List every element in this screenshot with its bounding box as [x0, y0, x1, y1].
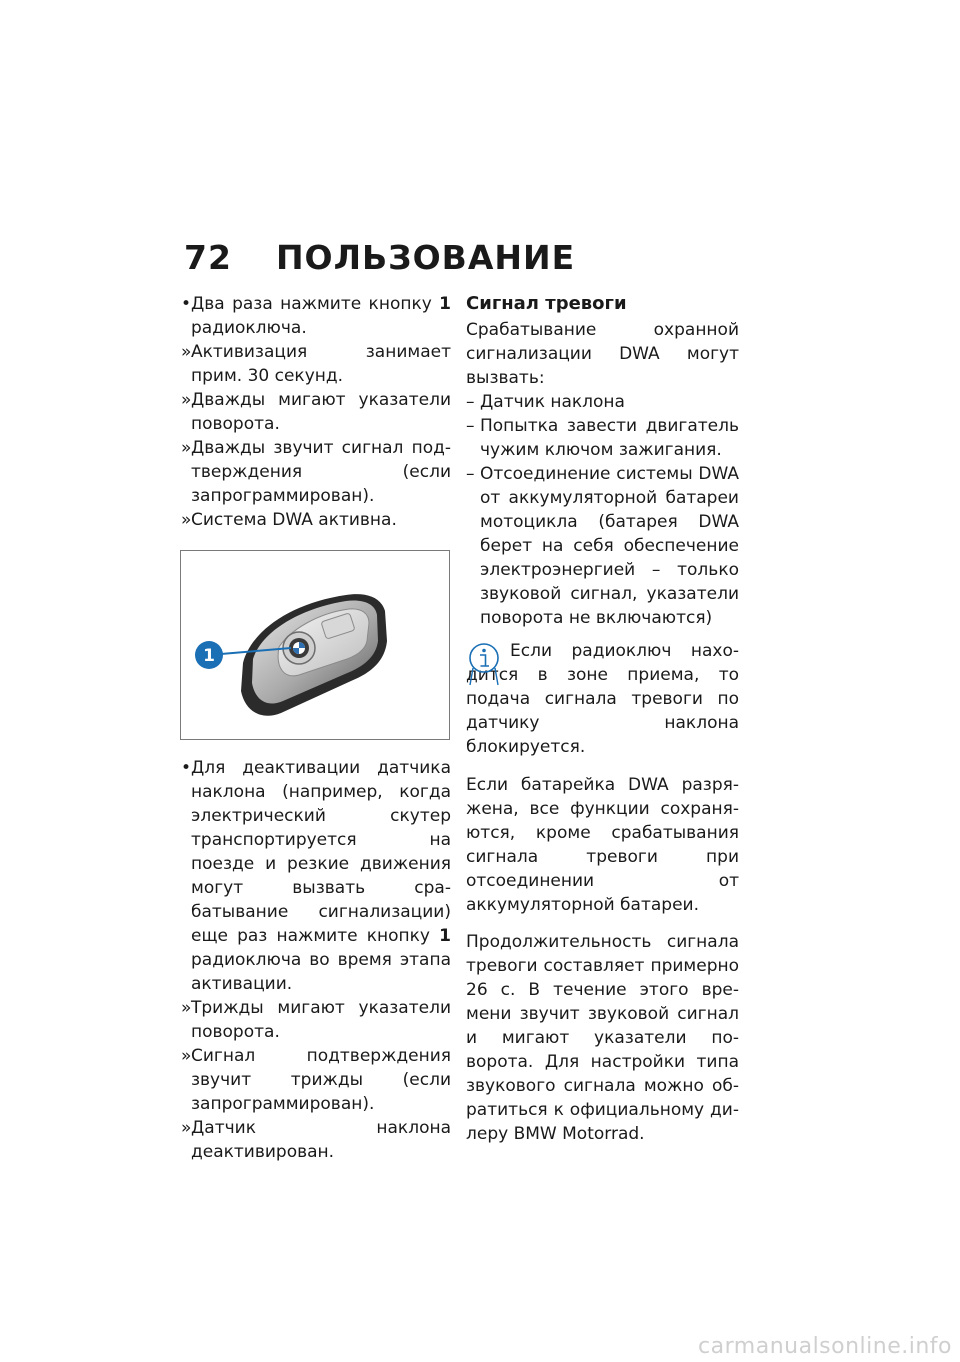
dash-mark: – [466, 416, 475, 436]
deactivation-step-3 [181, 1044, 451, 1116]
button-ref: 1 [439, 926, 451, 946]
activation-steps [181, 292, 451, 532]
alarm-trigger-text: Отсоединение системы DWA от аккумуляторной батареи мотоцикла (батарея DWA берет на себя обеспечение электроэнергией – только звуковой сигнал, указатели поворота не включаются) [480, 464, 739, 628]
callout-1: 1 [203, 646, 215, 666]
activation-step-3 [181, 388, 451, 436]
activation-step-4 [181, 436, 451, 508]
result-mark: » [181, 998, 192, 1018]
result-mark: » [181, 342, 192, 362]
info-icon [466, 641, 502, 687]
result-mark: » [181, 1118, 192, 1138]
right-column [466, 292, 739, 1146]
info-note-text: Если радиоключ находится в зоне приема, то подача сигнала тревоги по датчику наклона блокируется. [466, 641, 739, 757]
left-column [181, 292, 451, 1164]
step-text: Два раза нажмите кнопку 1 радиоключа. [191, 294, 451, 338]
button-ref: 1 [439, 294, 451, 314]
info-note [466, 639, 739, 759]
deactivation-steps [181, 756, 451, 1164]
step-text: Для деактивации датчика наклона (например, когда электрический скутер транспортируется на поезде и резкие движения могут вызвать срабатывание сигнализации) еще раз нажмите кнопку 1 радиоключа во время этапа активации. [191, 758, 451, 994]
dash-mark: – [466, 392, 475, 412]
dash-mark: – [466, 464, 475, 484]
step-text: Датчик наклона деактивирован. [191, 1118, 451, 1162]
watermark: carmanualsonline.info [698, 1334, 952, 1359]
alarm-intro: Срабатывание охранной сигнализации DWA могут вызвать: [466, 320, 739, 388]
result-mark: » [181, 390, 192, 410]
key-fob-figure [180, 550, 450, 740]
battery-paragraph: Если батарейка DWA разряжена, все функции сохраняются, кроме срабатывания сигнала тревоги при отсоединении от аккумуляторной батареи. [466, 775, 739, 915]
deactivation-step-1 [181, 756, 451, 996]
step-text: Дважды звучит сигнал подтверждения (если запрограммирован). [191, 438, 451, 506]
step-text: Активизация занимает прим. 30 секунд. [191, 342, 451, 386]
bullet-mark: • [181, 758, 192, 778]
deactivation-step-4 [181, 1116, 451, 1164]
alarm-triggers-list [466, 390, 739, 630]
duration-paragraph: Продолжительность сигнала тревоги составляет примерно 26 с. В течение этого времени звучит звуковой сигнал и мигают указатели поворота. Для настройки типа звукового сигнала можно обратиться к официальному дилеру BMW Motorrad. [466, 932, 739, 1144]
result-mark: » [181, 438, 192, 458]
alarm-section-title: Сигнал тревоги [466, 293, 627, 314]
alarm-trigger-item [466, 462, 739, 630]
deactivation-step-2 [181, 996, 451, 1044]
alarm-trigger-text: Попытка завести двигатель чужим ключом зажигания. [480, 416, 739, 460]
step-text: Сигнал подтверждения звучит трижды (если запрограммирован). [191, 1046, 451, 1114]
alarm-trigger-item [466, 390, 739, 414]
activation-step-5 [181, 508, 451, 532]
activation-step-1 [181, 292, 451, 340]
page-header [184, 238, 575, 277]
step-text: Система DWA активна. [191, 510, 397, 530]
page-number: 72 [184, 238, 232, 277]
radio-key-fob-illustration [181, 551, 450, 740]
alarm-trigger-item [466, 414, 739, 462]
activation-step-2 [181, 340, 451, 388]
alarm-trigger-text: Датчик наклона [480, 392, 625, 412]
step-text: Трижды мигают указатели поворота. [191, 998, 451, 1042]
step-text: Дважды мигают указатели поворота. [191, 390, 451, 434]
result-mark: » [181, 1046, 192, 1066]
section-title: ПОЛЬЗОВАНИЕ [275, 238, 576, 277]
bullet-mark: • [181, 294, 192, 314]
result-mark: » [181, 510, 192, 530]
